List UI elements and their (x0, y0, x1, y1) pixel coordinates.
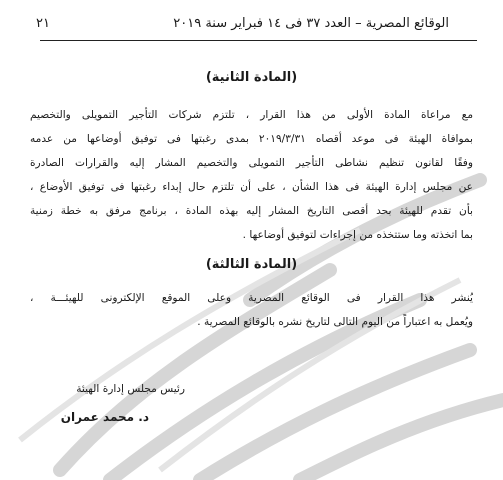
page-header (36, 14, 477, 36)
article-3-line: ويُعمل به اعتباراً من اليوم التالى لتاريخ نشره بالوقائع المصرية . (197, 316, 473, 328)
article-2-heading: (المادة الثانية) (205, 70, 298, 85)
header-rule (40, 40, 477, 41)
header-title: الوقائع المصرية – العدد ٣٧ فى ١٤ فبراير سنة ٢٠١٩ (173, 16, 449, 31)
page-number: ٢١ (36, 16, 50, 31)
article-2-line: عن مجلس إدارة الهيئة فى هذا الشأن ، على أن تلتزم حال إبداء رغبتها فى توفيق الأوضاع ، (30, 181, 473, 193)
article-3-heading: (المادة الثالثة) (205, 257, 298, 272)
article-2-line: مع مراعاة المادة الأولى من هذا القرار ، تلتزم شركات التأجير التمويلى والتخصيم (30, 109, 473, 121)
article-2-line: بأن تقدم للهيئة بحد أقصى التاريخ المشار إليه بهذه المادة ، برنامج مرفق به خطة زمنية (30, 205, 473, 217)
article-2-line: بما اتخذته وما ستتخذه من إجراءات لتوفيق أوضاعها . (242, 229, 473, 241)
article-3-line: يُنشر هذا القرار فى الوقائع المصرية وعلى الموقع الإلكترونى للهيئـــة ، (30, 292, 473, 304)
article-2-line: وفقًا لقانون تنظيم نشاطى التأجير التمويلى والتخصيم المشار إليه والقرارات الصادرة (30, 157, 473, 169)
signatory-name: د. محمد عمران (60, 410, 149, 424)
article-2-line: بموافاة الهيئة فى موعد أقصاه ٢٠١٩/٣/٣١ بمدى رغبتها فى توفيق أوضاعها من عدمه (30, 133, 473, 145)
signatory-title: رئيس مجلس إدارة الهيئة (76, 383, 185, 395)
